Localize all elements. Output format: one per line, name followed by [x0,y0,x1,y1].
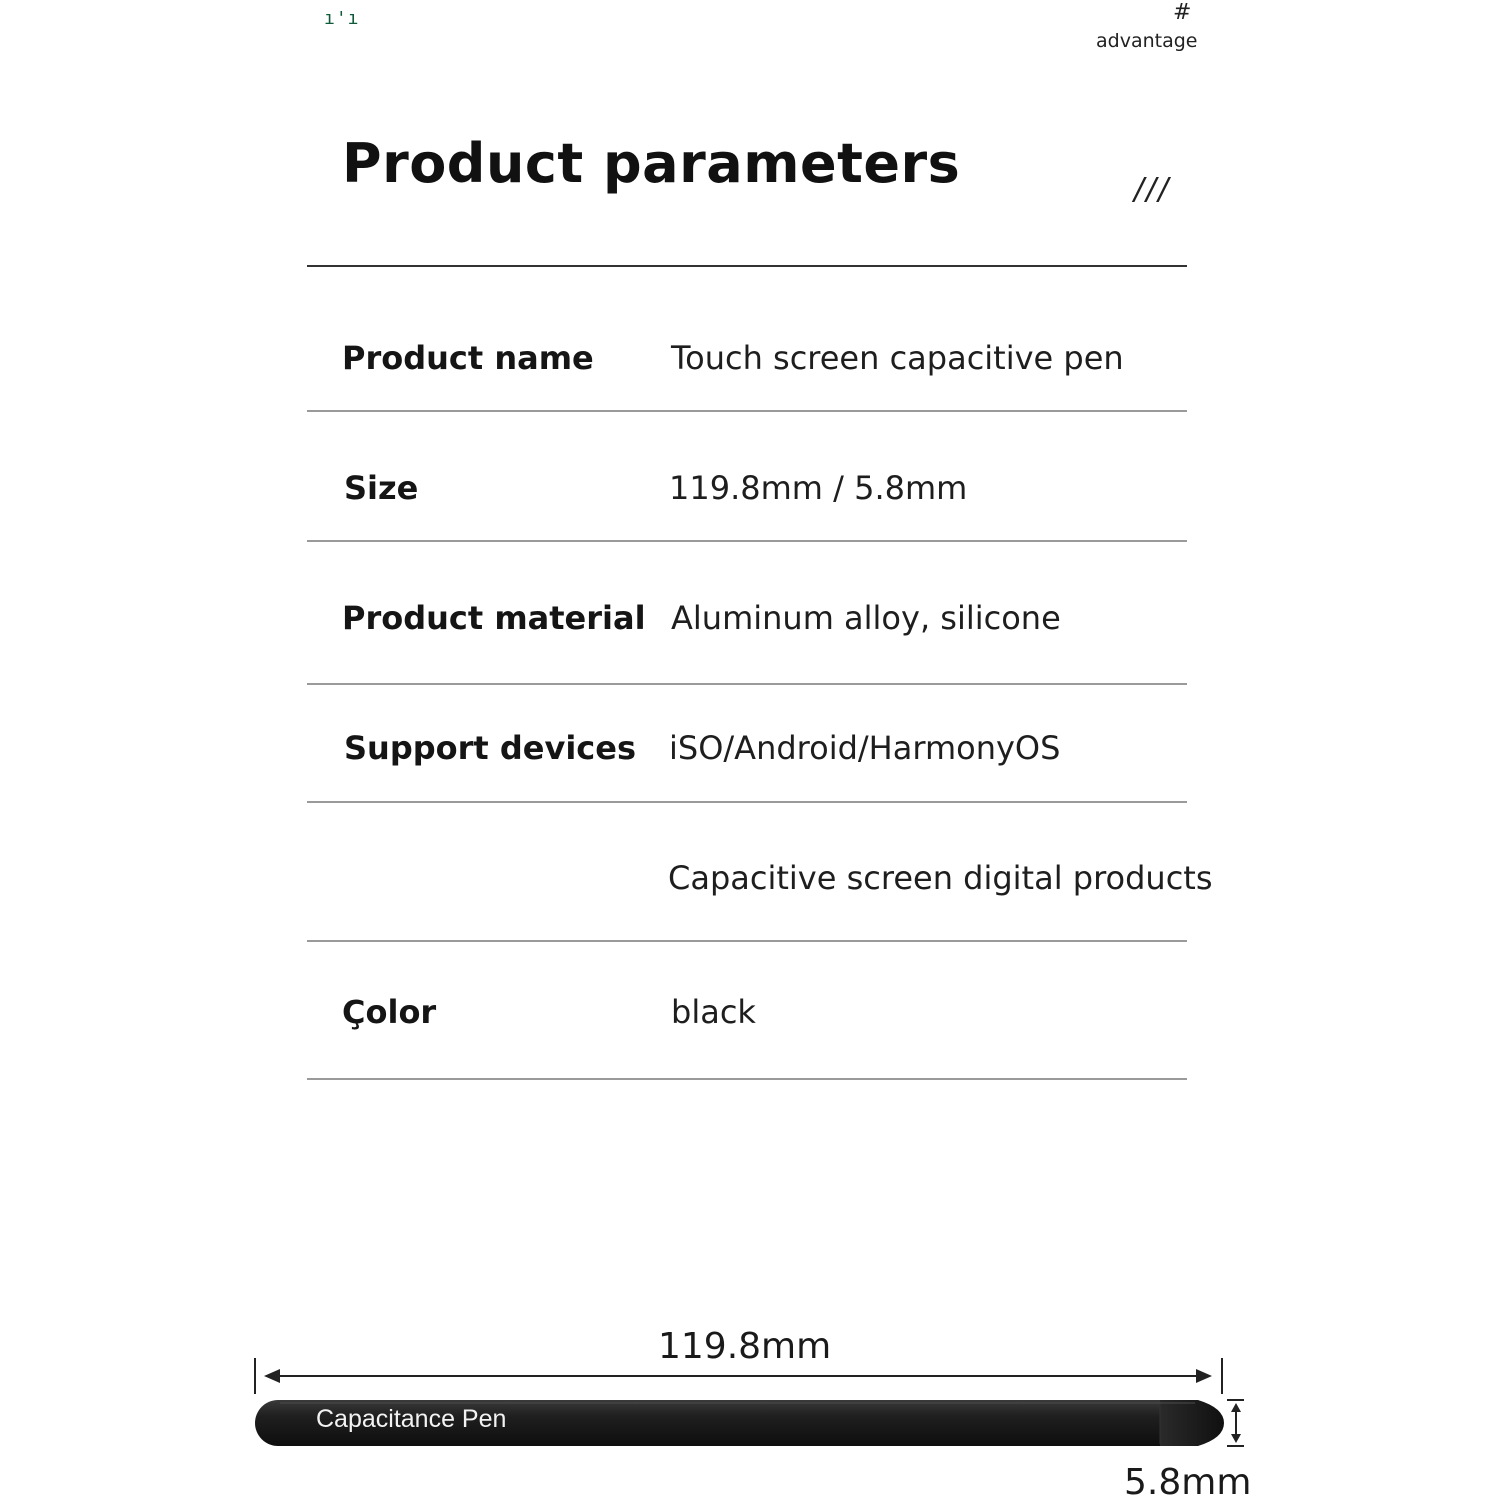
width-dimension-line [1227,1400,1244,1446]
title-decoration: /// [1134,172,1171,207]
corner-mark: ı'ı [324,8,360,29]
param-key-product-name: Product name [342,339,594,377]
width-dimension-label: 5.8mm [1124,1462,1252,1503]
param-value-capacitive-products: Capacitive screen digital products [668,859,1213,897]
param-value-material: Aluminum alloy, silicone [671,599,1061,637]
hash-symbol: # [1173,0,1192,25]
param-key-support-devices: Support devices [344,729,636,767]
length-dimension-line [255,1358,1222,1394]
param-value-size: 119.8mm / 5.8mm [669,469,968,507]
pen-label: Capacitance Pen [316,1405,507,1433]
param-value-color: black [671,993,756,1031]
length-dimension-label: 119.8mm [658,1326,832,1367]
page-title: Product parameters [342,132,961,195]
param-key-color: Çolor [342,993,437,1031]
param-value-support-devices: iSO/Android/HarmonyOS [669,729,1061,767]
param-key-size: Size [344,469,419,507]
param-key-material: Product material [342,599,646,637]
advantage-label: advantage [1096,30,1198,52]
param-value-product-name: Touch screen capacitive pen [671,339,1124,377]
